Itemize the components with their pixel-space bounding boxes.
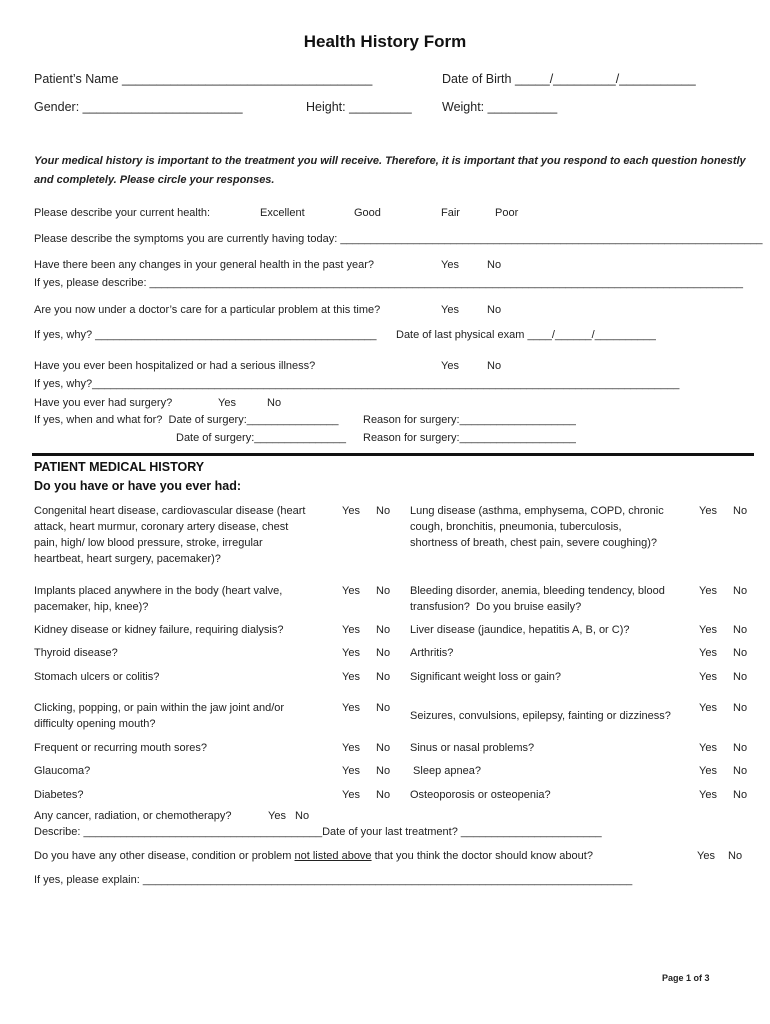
condition-no-right[interactable]: No — [733, 765, 748, 777]
health-option-good[interactable]: Good — [354, 207, 381, 219]
surgery-no[interactable]: No — [267, 397, 282, 409]
condition-yes-left[interactable]: Yes — [342, 505, 360, 517]
height-field[interactable]: Height: _________ — [306, 100, 412, 114]
condition-label-left — [34, 763, 90, 779]
condition-no-left[interactable]: No — [376, 647, 391, 659]
condition-label-line: shortness of breath, chest pain, severe coughing)? — [410, 537, 658, 549]
health-option-excellent[interactable]: Excellent — [260, 207, 305, 219]
condition-label-line: Lung disease (asthma, emphysema, COPD, chronic — [410, 505, 664, 517]
condition-yes-left[interactable]: Yes — [342, 789, 360, 801]
condition-label-line: Congenital heart disease, cardiovascular disease (heart — [34, 505, 306, 517]
condition-label-line: Bleeding disorder, anemia, bleeding tendency, blood — [410, 585, 665, 597]
health-changes-no[interactable]: No — [487, 259, 502, 271]
condition-yes-right[interactable]: Yes — [699, 742, 717, 754]
condition-label-line: Liver disease (jaundice, hepatitis A, B, or C)? — [410, 624, 630, 636]
condition-label-line: Seizures, convulsions, epilepsy, fainting or dizziness? — [410, 710, 671, 722]
condition-no-right[interactable]: No — [733, 624, 748, 636]
condition-label-line: Implants placed anywhere in the body (heart valve, — [34, 585, 283, 597]
condition-yes-right[interactable]: Yes — [699, 585, 717, 597]
condition-no-left[interactable]: No — [376, 765, 391, 777]
other-condition-question: Do you have any other disease, condition or problem not listed above that you think the doctor should know about? — [34, 850, 593, 862]
condition-no-left[interactable]: No — [376, 585, 391, 597]
condition-label-left — [34, 740, 207, 756]
condition-label-left — [34, 503, 306, 567]
condition-label-line: Significant weight loss or gain? — [410, 671, 562, 683]
condition-no-left[interactable]: No — [376, 624, 391, 636]
condition-label-left — [34, 787, 84, 803]
condition-label-right — [410, 787, 551, 803]
doctor-care-question: Are you now under a doctor’s care for a particular problem at this time? — [34, 304, 381, 316]
other-condition-explain-field[interactable]: If yes, please explain: ________________________________________________________________________________ — [34, 874, 633, 886]
hospitalized-question: Have you ever been hospitalized or had a serious illness? — [34, 360, 316, 372]
hospitalized-why-field[interactable]: If yes, why?________________________________________________________________________________________________ — [34, 378, 680, 390]
form-title: Health History Form — [303, 32, 467, 51]
condition-label-line: pain, high/ low blood pressure, stroke, irregular — [34, 537, 263, 549]
condition-yes-left[interactable]: Yes — [342, 765, 360, 777]
cancer-yes[interactable]: Yes — [268, 810, 286, 822]
surgery-yes[interactable]: Yes — [218, 397, 236, 409]
condition-no-right[interactable]: No — [733, 505, 748, 517]
condition-label-right — [410, 763, 481, 779]
condition-label-line: Arthritis? — [410, 647, 454, 659]
cancer-describe-field[interactable]: Describe: _______________________________________Date of your last treatment? _______________________ — [34, 826, 602, 838]
condition-label-line: Clicking, popping, or pain within the jaw joint and/or — [34, 702, 285, 714]
health-changes-question: Have there been any changes in your general health in the past year? — [34, 259, 375, 271]
symptoms-field[interactable]: Please describe the symptoms you are currently having today: _____________________________________________________________________ — [34, 233, 763, 245]
section-divider — [32, 453, 754, 456]
condition-label-right — [410, 583, 665, 615]
doctor-care-yes[interactable]: Yes — [441, 304, 459, 316]
condition-yes-right[interactable]: Yes — [699, 765, 717, 777]
condition-yes-left[interactable]: Yes — [342, 585, 360, 597]
condition-no-left[interactable]: No — [376, 505, 391, 517]
condition-yes-left[interactable]: Yes — [342, 624, 360, 636]
condition-label-right — [410, 645, 453, 661]
condition-yes-right[interactable]: Yes — [699, 702, 717, 714]
condition-label-line: Osteoporosis or osteopenia? — [410, 789, 551, 801]
condition-label-right — [410, 503, 664, 551]
condition-label-right — [410, 708, 671, 724]
medical-history-heading: PATIENT MEDICAL HISTORY — [34, 460, 205, 474]
hospitalized-no[interactable]: No — [487, 360, 502, 372]
current-health-question: Please describe your current health: — [34, 207, 211, 219]
surgery-question: Have you ever had surgery? — [34, 397, 173, 409]
condition-no-right[interactable]: No — [733, 702, 748, 714]
condition-label-line: transfusion? Do you bruise easily? — [410, 601, 582, 613]
condition-label-line: Frequent or recurring mouth sores? — [34, 742, 208, 754]
instructions-line-1: Your medical history is important to the treatment you will receive. Therefore, it is important that you respond to each question honestly — [34, 155, 746, 167]
other-condition-no[interactable]: No — [728, 850, 743, 862]
condition-label-left — [34, 645, 118, 661]
patient-name-field[interactable]: Patient’s Name ____________________________________ — [34, 72, 373, 86]
last-physical-exam-field[interactable]: Date of last physical exam ____/______/__________ — [396, 329, 656, 341]
condition-label-right — [410, 622, 630, 638]
condition-label-left — [34, 583, 282, 615]
condition-yes-right[interactable]: Yes — [699, 789, 717, 801]
condition-label-line: attack, heart murmur, coronary artery disease, chest — [34, 521, 289, 533]
condition-label-line: difficulty opening mouth? — [34, 718, 156, 730]
condition-no-right[interactable]: No — [733, 742, 748, 754]
cancer-question: Any cancer, radiation, or chemotherapy? — [34, 810, 232, 822]
health-changes-yes[interactable]: Yes — [441, 259, 459, 271]
condition-label-line: Thyroid disease? — [34, 647, 118, 659]
condition-yes-left[interactable]: Yes — [342, 647, 360, 659]
cancer-no[interactable]: No — [295, 810, 310, 822]
health-changes-describe-field[interactable]: If yes, please describe: _________________________________________________________________________________________________ — [34, 277, 743, 289]
condition-label-line: Sinus or nasal problems? — [410, 742, 535, 754]
condition-label-line: Sleep apnea? — [410, 765, 481, 777]
surgery-date-2-field[interactable]: Date of surgery:_______________ — [176, 432, 347, 444]
condition-label-left — [34, 622, 283, 638]
surgery-date-1-field[interactable]: If yes, when and what for? Date of surgery:_______________ — [34, 414, 339, 426]
condition-yes-right[interactable]: Yes — [699, 647, 717, 659]
date-of-birth-field[interactable]: Date of Birth _____/_________/___________ — [442, 72, 696, 86]
condition-yes-left[interactable]: Yes — [342, 671, 360, 683]
condition-label-left — [34, 700, 284, 732]
condition-label-right — [410, 740, 534, 756]
condition-no-left[interactable]: No — [376, 789, 391, 801]
other-condition-yes[interactable]: Yes — [697, 850, 715, 862]
condition-yes-left[interactable]: Yes — [342, 742, 360, 754]
condition-label-line: Stomach ulcers or colitis? — [34, 671, 160, 683]
condition-no-left[interactable]: No — [376, 702, 391, 714]
condition-no-left[interactable]: No — [376, 742, 391, 754]
condition-no-right[interactable]: No — [733, 671, 748, 683]
page-number: Page 1 of 3 — [662, 973, 710, 983]
condition-no-right[interactable]: No — [733, 647, 748, 659]
condition-no-right[interactable]: No — [733, 789, 748, 801]
surgery-reason-2-field[interactable]: Reason for surgery:___________________ — [363, 432, 576, 444]
doctor-care-no[interactable]: No — [487, 304, 502, 316]
condition-label-line: pacemaker, hip, knee)? — [34, 601, 149, 613]
condition-label-line: Glaucoma? — [34, 765, 91, 777]
condition-label-right — [410, 669, 561, 685]
condition-yes-right[interactable]: Yes — [699, 671, 717, 683]
condition-label-line: Kidney disease or kidney failure, requiring dialysis? — [34, 624, 284, 636]
condition-no-right[interactable]: No — [733, 585, 748, 597]
condition-label-left — [34, 669, 159, 685]
doctor-care-why-field[interactable]: If yes, why? ______________________________________________ — [34, 329, 377, 341]
health-option-fair[interactable]: Fair — [441, 207, 460, 219]
condition-label-line: Diabetes? — [34, 789, 84, 801]
condition-yes-left[interactable]: Yes — [342, 702, 360, 714]
condition-no-left[interactable]: No — [376, 671, 391, 683]
gender-field[interactable]: Gender: _______________________ — [34, 100, 243, 114]
weight-field[interactable]: Weight: __________ — [442, 100, 558, 114]
condition-label-line: heartbeat, heart surgery, pacemaker)? — [34, 553, 221, 565]
instructions-line-2: and completely. Please circle your responses. — [34, 174, 275, 186]
medical-history-subheading: Do you have or have you ever had: — [34, 479, 242, 493]
hospitalized-yes[interactable]: Yes — [441, 360, 459, 372]
condition-yes-right[interactable]: Yes — [699, 505, 717, 517]
health-option-poor[interactable]: Poor — [495, 207, 519, 219]
condition-yes-right[interactable]: Yes — [699, 624, 717, 636]
surgery-reason-1-field[interactable]: Reason for surgery:___________________ — [363, 414, 576, 426]
condition-label-line: cough, bronchitis, pneumonia, tuberculosis, — [410, 521, 622, 533]
